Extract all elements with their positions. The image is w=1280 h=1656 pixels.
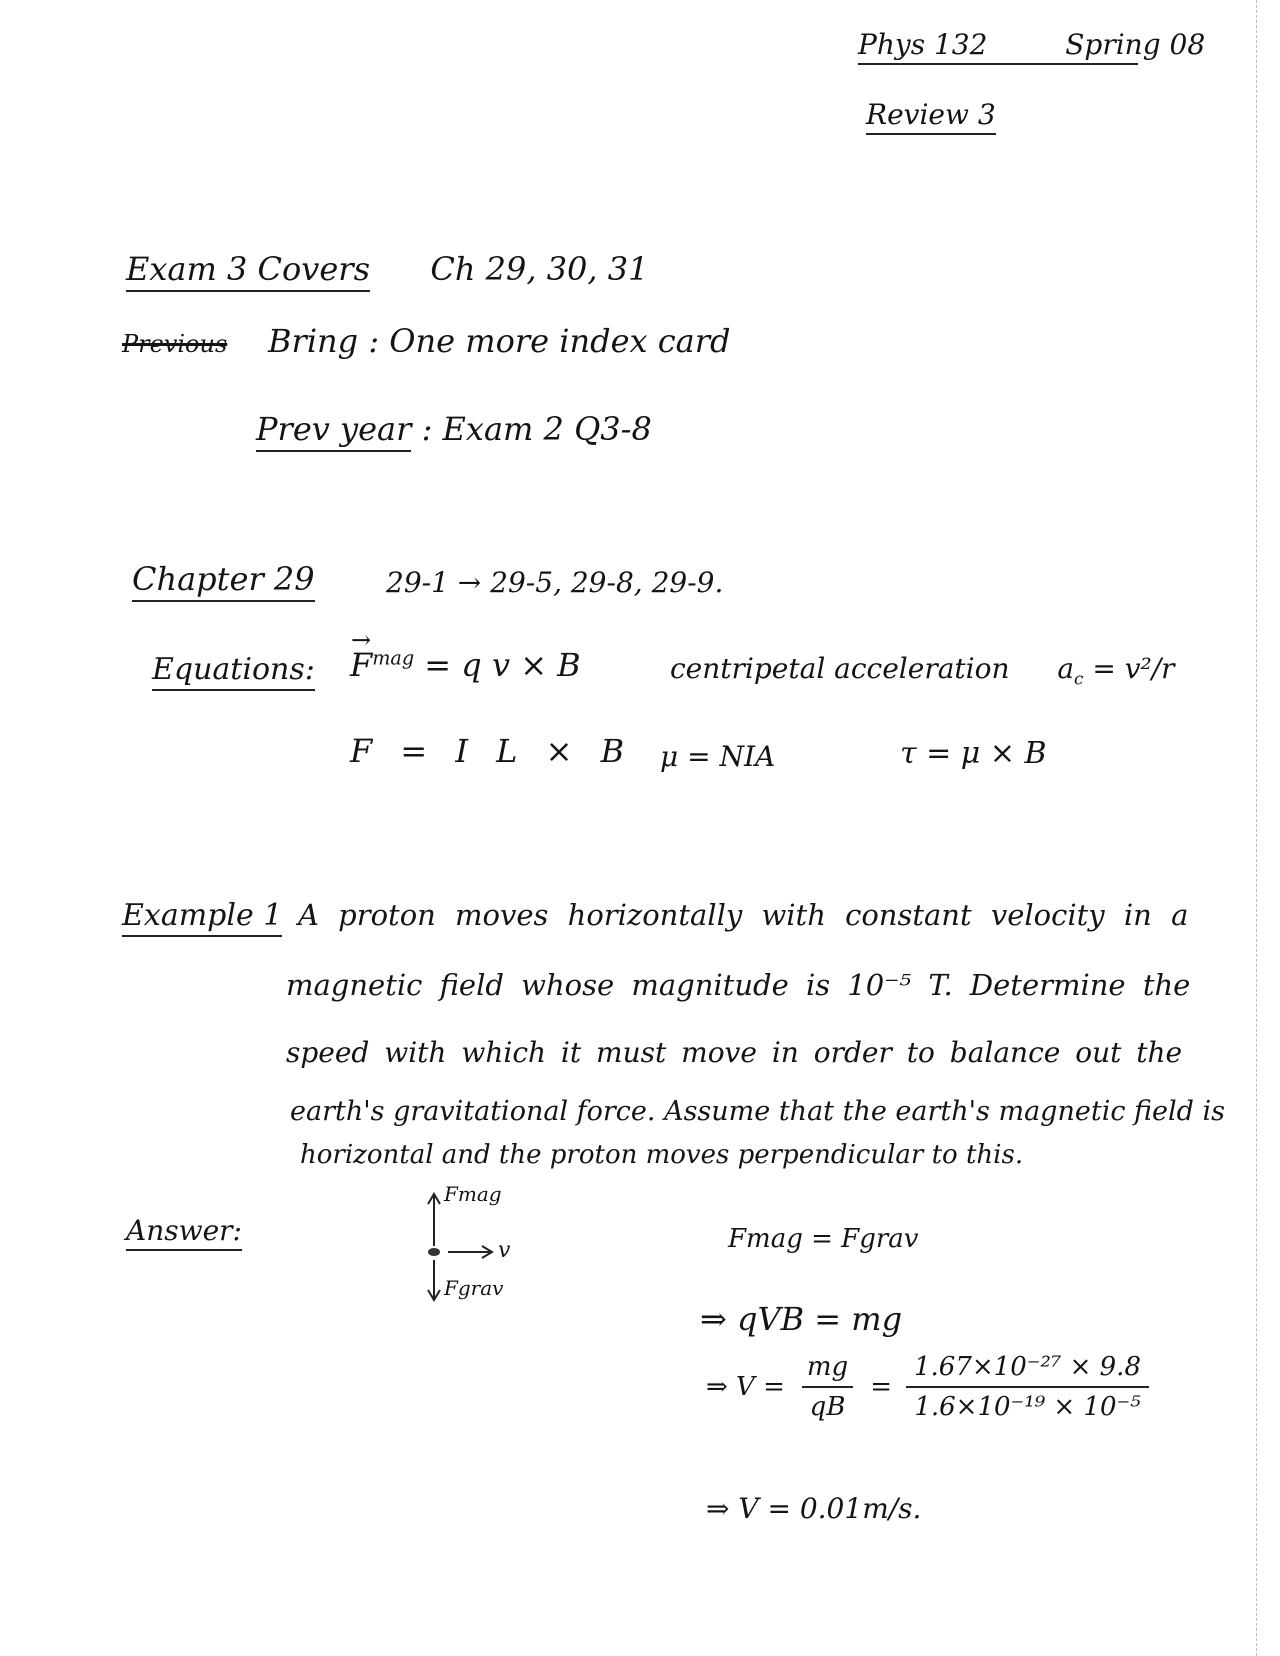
example-line-4: earth's gravitational force. Assume that the earth's magnetic field is <box>290 1096 1226 1127</box>
fraction-numeric-denominator: 1.6×10⁻¹⁹ × 10⁻⁵ <box>906 1386 1148 1422</box>
bring-value: : One more index card <box>368 322 731 360</box>
review-title: Review 3 <box>866 98 996 135</box>
equation-magnetic-force <box>350 646 581 684</box>
equation-centripetal <box>670 652 1175 689</box>
struck-prefix: Previous <box>122 330 228 358</box>
scan-edge-line <box>1256 0 1257 1656</box>
fraction-symbolic-numerator: mg <box>806 1352 849 1382</box>
example-line-2: magnetic field whose magnitude is 10⁻⁵ T. Determine the <box>286 968 1191 1002</box>
bring-label: Bring <box>268 322 359 360</box>
answer-step-3-equals: = <box>870 1372 892 1402</box>
free-body-diagram <box>420 1182 540 1332</box>
exam-covers-label: Exam 3 Covers <box>126 250 370 292</box>
chapter-title: Chapter 29 <box>132 560 315 602</box>
prev-year-label: Prev year <box>256 410 411 452</box>
example-line-1: A proton moves horizontally with constant velocity in a <box>298 898 1189 932</box>
answer-label: Answer: <box>126 1214 242 1251</box>
fraction-numeric <box>906 1352 1149 1422</box>
force-symbol: → F <box>350 646 372 684</box>
centripetal-rhs: = v²/r <box>1092 652 1175 685</box>
fbd-velocity-label: v <box>498 1238 511 1263</box>
centripetal-label: centripetal acceleration <box>670 652 1010 685</box>
fbd-fmag-label: Fmag <box>444 1182 502 1206</box>
bring-line <box>268 322 731 360</box>
centripetal-symbol: a <box>1057 652 1075 685</box>
equation-torque: τ = μ × B <box>900 736 1047 771</box>
fraction-symbolic <box>799 1352 856 1422</box>
chapter-sections: 29-1 → 29-5, 29-8, 29-9. <box>386 566 724 599</box>
answer-final: ⇒ V = 0.01m/s. <box>706 1492 922 1525</box>
answer-step-3 <box>706 1352 1149 1422</box>
equation-magnetic-moment: μ = NIA <box>660 740 776 773</box>
fbd-fgrav-label: Fgrav <box>444 1276 504 1300</box>
answer-step-2: ⇒ qVB = mg <box>700 1300 903 1338</box>
example-line-3: speed with which it must move in order to balance out the <box>286 1036 1183 1069</box>
prev-year-line <box>256 410 652 448</box>
prev-year-value: : Exam 2 Q3-8 <box>421 410 652 448</box>
answer-step-3-prefix: ⇒ V = <box>706 1372 785 1402</box>
centripetal-subscript: c <box>1074 668 1084 689</box>
course-name: Phys 132 <box>858 28 988 61</box>
equation-wire-force: F = I L × B <box>350 732 625 770</box>
example-label: Example 1 <box>122 898 282 937</box>
exam-covers-line <box>126 250 648 288</box>
equation-magnetic-force-rhs: = q v × B <box>424 646 581 684</box>
course-term: Spring 08 <box>1065 28 1206 61</box>
exam-chapters: Ch 29, 30, 31 <box>430 250 649 288</box>
fraction-symbolic-denominator: qB <box>802 1386 854 1422</box>
course-header <box>858 28 1206 65</box>
equations-label: Equations: <box>152 652 315 691</box>
example-line-5: horizontal and the proton moves perpendicular to this. <box>300 1140 1024 1170</box>
fraction-numeric-numerator: 1.67×10⁻²⁷ × 9.8 <box>914 1352 1141 1382</box>
mag-superscript: mag <box>372 646 415 670</box>
answer-step-1: Fmag = Fgrav <box>728 1224 919 1254</box>
